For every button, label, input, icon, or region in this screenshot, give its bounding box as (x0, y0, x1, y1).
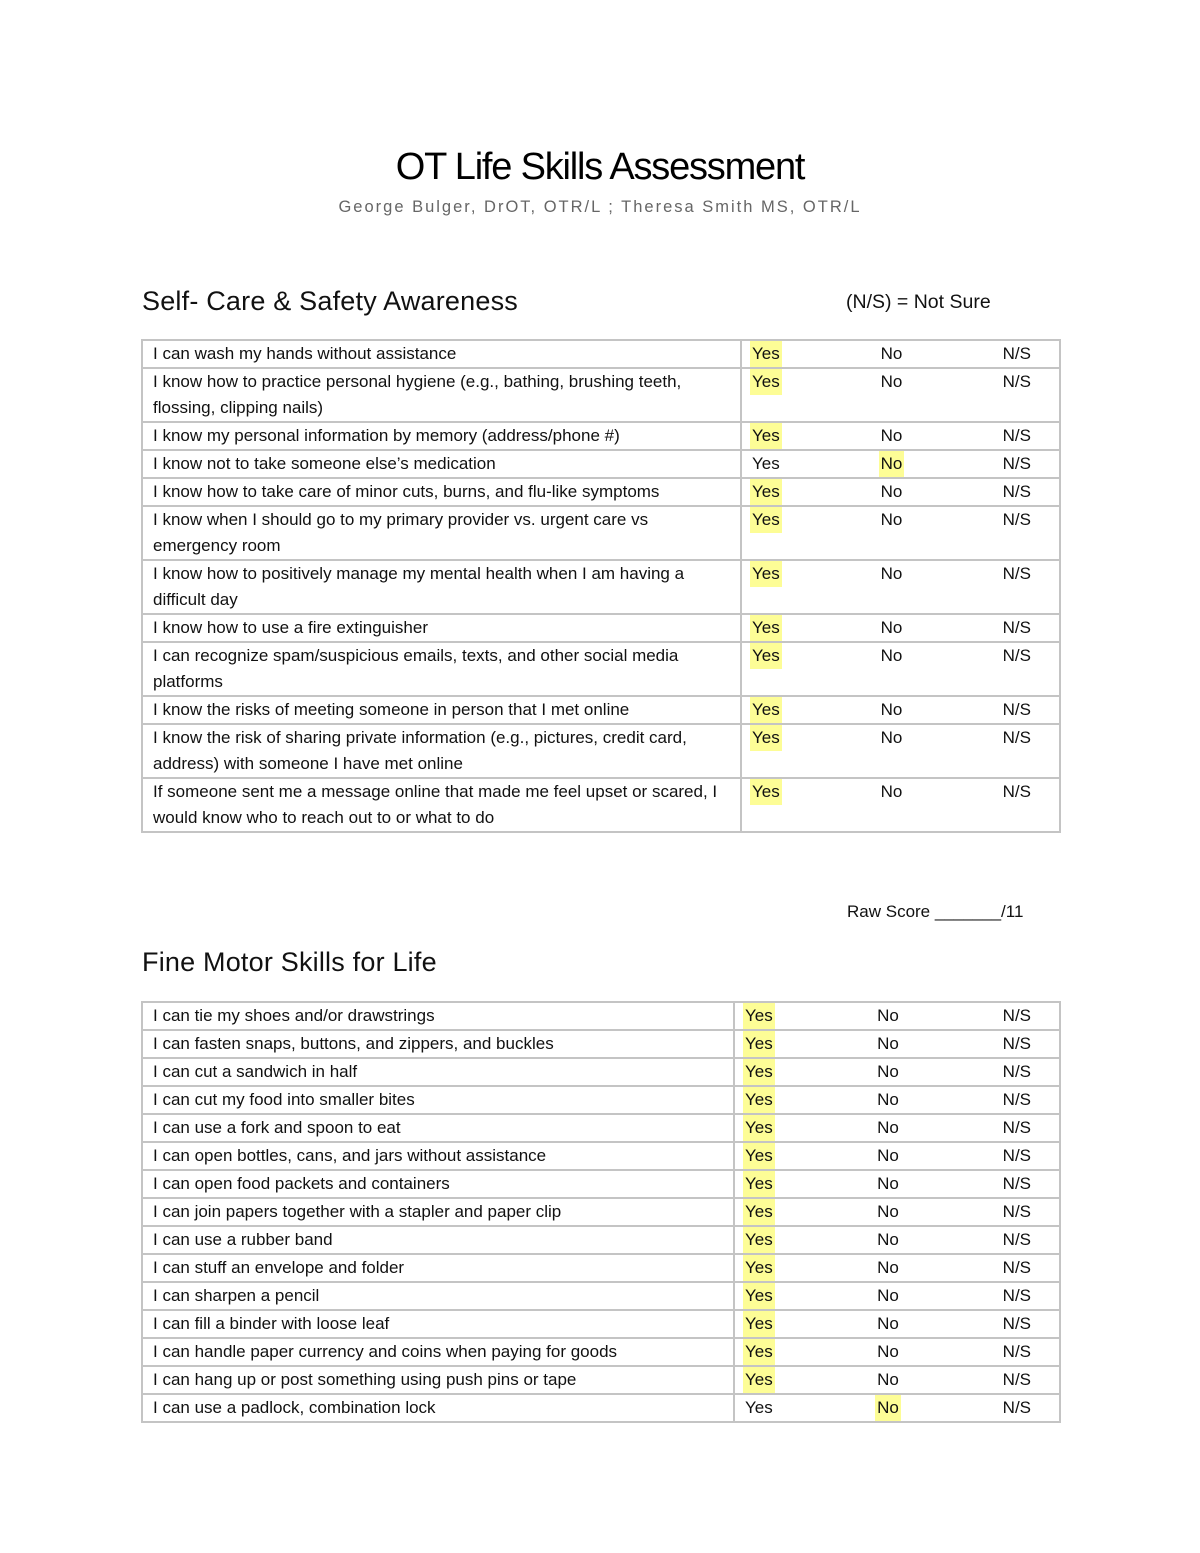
table-row (142, 478, 1060, 506)
question-text: I know the risks of meeting someone in person that I met online (142, 696, 741, 724)
question-text: I know how to positively manage my mental health when I am having a difficult day (142, 560, 741, 614)
answer-options (734, 1226, 1060, 1254)
answer-options (734, 1114, 1060, 1142)
answer-no[interactable]: No (880, 482, 903, 501)
table-row (142, 642, 1060, 696)
question-text: I can use a fork and spoon to eat (142, 1114, 734, 1142)
question-text: I can hang up or post something using push pins or tape (142, 1366, 734, 1394)
answer-yes[interactable]: Yes (750, 725, 782, 751)
answer-yes[interactable]: Yes (745, 1398, 773, 1417)
answer-ns[interactable]: N/S (1002, 728, 1031, 747)
answer-options (734, 1282, 1060, 1310)
answer-no[interactable]: No (877, 1258, 899, 1277)
question-text: I can join papers together with a stapler and paper clip (142, 1198, 734, 1226)
question-text: I can cut my food into smaller bites (142, 1086, 734, 1114)
table-row (142, 1366, 1060, 1394)
answer-options (734, 1366, 1060, 1394)
answer-yes[interactable]: Yes (750, 615, 782, 641)
answer-ns[interactable]: N/S (1002, 1062, 1032, 1081)
answer-ns[interactable]: N/S (1002, 454, 1031, 473)
answer-ns[interactable]: N/S (1002, 1258, 1032, 1277)
table-row (142, 422, 1060, 450)
answer-options (741, 778, 1060, 832)
table-row (142, 1254, 1060, 1282)
table-row (142, 696, 1060, 724)
table-row (142, 1226, 1060, 1254)
table-row (142, 340, 1060, 368)
answer-options (741, 368, 1060, 422)
table-row (142, 778, 1060, 832)
answer-options (741, 422, 1060, 450)
answer-yes[interactable]: Yes (743, 1059, 775, 1085)
page-title: OT Life Skills Assessment (395, 146, 805, 188)
answer-ns[interactable]: N/S (1002, 1230, 1032, 1249)
answer-yes[interactable]: Yes (752, 454, 780, 473)
answer-no[interactable]: No (877, 1034, 899, 1053)
answer-yes[interactable]: Yes (750, 507, 782, 533)
answer-yes[interactable]: Yes (750, 697, 782, 723)
question-text: I can handle paper currency and coins when paying for goods (142, 1338, 734, 1366)
question-text: I know my personal information by memory (address/phone #) (142, 422, 741, 450)
answer-no[interactable]: No (877, 1006, 899, 1025)
question-text: I know how to take care of minor cuts, burns, and flu-like symptoms (142, 478, 741, 506)
question-text: I can cut a sandwich in half (142, 1058, 734, 1086)
answer-ns[interactable]: N/S (1002, 1342, 1032, 1361)
answer-yes[interactable]: Yes (743, 1339, 775, 1365)
answer-ns[interactable]: N/S (1002, 1146, 1032, 1165)
table-row (142, 450, 1060, 478)
answer-options (734, 1142, 1060, 1170)
answer-options (741, 642, 1060, 696)
answer-ns[interactable]: N/S (1002, 372, 1031, 391)
answer-options (734, 1198, 1060, 1226)
question-text: I can open food packets and containers (142, 1170, 734, 1198)
answer-no[interactable]: No (877, 1230, 899, 1249)
answer-ns[interactable]: N/S (1002, 344, 1031, 363)
answer-options (734, 1310, 1060, 1338)
answer-options (734, 1030, 1060, 1058)
question-text: I know when I should go to my primary provider vs. urgent care vs emergency room (142, 506, 741, 560)
answer-options (734, 1086, 1060, 1114)
answer-no[interactable]: No (877, 1286, 899, 1305)
answer-yes[interactable]: Yes (743, 1367, 775, 1393)
answer-yes[interactable]: Yes (750, 369, 782, 395)
answer-ns[interactable]: N/S (1002, 646, 1031, 665)
answer-ns[interactable]: N/S (1002, 782, 1031, 801)
question-text: I can use a rubber band (142, 1226, 734, 1254)
question-text: I can stuff an envelope and folder (142, 1254, 734, 1282)
table-row (142, 1282, 1060, 1310)
answer-yes[interactable]: Yes (750, 423, 782, 449)
table-row (142, 1086, 1060, 1114)
question-text: I can open bottles, cans, and jars without assistance (142, 1142, 734, 1170)
answer-options (734, 1058, 1060, 1086)
question-text: I know not to take someone else’s medication (142, 450, 741, 478)
answer-no[interactable]: No (877, 1118, 899, 1137)
answer-options (734, 1394, 1060, 1422)
answer-yes[interactable]: Yes (743, 1003, 775, 1029)
self-care-table (141, 339, 1061, 833)
answer-no[interactable]: No (880, 700, 903, 719)
answer-options (734, 1254, 1060, 1282)
question-text: I can fasten snaps, buttons, and zippers, and buckles (142, 1030, 734, 1058)
question-text: I know how to use a fire extinguisher (142, 614, 741, 642)
table-row (142, 1030, 1060, 1058)
answer-yes[interactable]: Yes (750, 341, 782, 367)
answer-yes[interactable]: Yes (743, 1227, 775, 1253)
answer-options (741, 614, 1060, 642)
table-row (142, 1142, 1060, 1170)
answer-yes[interactable]: Yes (743, 1311, 775, 1337)
question-text: I can fill a binder with loose leaf (142, 1310, 734, 1338)
answer-yes[interactable]: Yes (743, 1143, 775, 1169)
answer-ns[interactable]: N/S (1002, 1370, 1032, 1389)
answer-no[interactable]: No (880, 646, 903, 665)
answer-no[interactable]: No (877, 1090, 899, 1109)
answer-no[interactable]: No (877, 1174, 899, 1193)
answer-ns[interactable]: N/S (1002, 1174, 1032, 1193)
answer-ns[interactable]: N/S (1002, 700, 1031, 719)
answer-yes[interactable]: Yes (743, 1283, 775, 1309)
table-row (142, 724, 1060, 778)
answer-no[interactable]: No (880, 510, 903, 529)
answer-ns[interactable]: N/S (1002, 1286, 1032, 1305)
answer-no[interactable]: No (877, 1314, 899, 1333)
answer-ns[interactable]: N/S (1002, 1090, 1032, 1109)
answer-options (741, 506, 1060, 560)
raw-score: Raw Score _______/11 (847, 902, 1024, 921)
answer-options (741, 724, 1060, 778)
table-row (142, 1338, 1060, 1366)
table-row (142, 1002, 1060, 1030)
answer-options (741, 696, 1060, 724)
table-row (142, 1310, 1060, 1338)
answer-ns[interactable]: N/S (1002, 618, 1031, 637)
answer-yes[interactable]: Yes (743, 1087, 775, 1113)
answer-no[interactable]: No (879, 451, 905, 477)
answer-options (734, 1170, 1060, 1198)
answer-ns[interactable]: N/S (1002, 1314, 1032, 1333)
answer-no[interactable]: No (877, 1370, 899, 1389)
answer-no[interactable]: No (877, 1146, 899, 1165)
answer-yes[interactable]: Yes (743, 1199, 775, 1225)
question-text: I know the risk of sharing private information (e.g., pictures, credit card, address) with someone I have met online (142, 724, 741, 778)
answer-ns[interactable]: N/S (1002, 564, 1031, 583)
table-row (142, 1058, 1060, 1086)
question-text: I can tie my shoes and/or drawstrings (142, 1002, 734, 1030)
table-row (142, 1198, 1060, 1226)
answer-ns[interactable]: N/S (1002, 1202, 1032, 1221)
answer-no[interactable]: No (880, 426, 903, 445)
answer-yes[interactable]: Yes (750, 479, 782, 505)
answer-ns[interactable]: N/S (1002, 1006, 1032, 1025)
answer-no[interactable]: No (877, 1062, 899, 1081)
question-text: I can recognize spam/suspicious emails, texts, and other social media platforms (142, 642, 741, 696)
table-row (142, 506, 1060, 560)
answer-no[interactable]: No (880, 728, 903, 747)
question-text: I can wash my hands without assistance (142, 340, 741, 368)
table-row (142, 1394, 1060, 1422)
question-text: I know how to practice personal hygiene (e.g., bathing, brushing teeth, flossing, clipping nails) (142, 368, 741, 422)
section-heading-fine-motor: Fine Motor Skills for Life (142, 947, 437, 977)
answer-yes[interactable]: Yes (750, 643, 782, 669)
answer-ns[interactable]: N/S (1002, 1398, 1032, 1417)
answer-yes[interactable]: Yes (750, 779, 782, 805)
answer-no[interactable]: No (880, 618, 903, 637)
answer-ns[interactable]: N/S (1002, 426, 1031, 445)
table-row (142, 1170, 1060, 1198)
table-row (142, 560, 1060, 614)
answer-yes[interactable]: Yes (743, 1115, 775, 1141)
answer-ns[interactable]: N/S (1002, 1034, 1032, 1053)
answer-yes[interactable]: Yes (750, 561, 782, 587)
answer-options (741, 478, 1060, 506)
answer-ns[interactable]: N/S (1002, 510, 1031, 529)
table-row (142, 1114, 1060, 1142)
answer-yes[interactable]: Yes (743, 1031, 775, 1057)
table-row (142, 368, 1060, 422)
answer-no[interactable]: No (880, 564, 903, 583)
question-text: I can sharpen a pencil (142, 1282, 734, 1310)
answer-options (741, 450, 1060, 478)
table-row (142, 614, 1060, 642)
answer-options (734, 1002, 1060, 1030)
fine-motor-table (141, 1001, 1061, 1423)
answer-options (741, 560, 1060, 614)
answer-options (741, 340, 1060, 368)
question-text: I can use a padlock, combination lock (142, 1394, 734, 1422)
answer-ns[interactable]: N/S (1002, 1118, 1032, 1137)
answer-no[interactable]: No (880, 372, 903, 391)
answer-options (734, 1338, 1060, 1366)
answer-yes[interactable]: Yes (743, 1171, 775, 1197)
answer-no[interactable]: No (877, 1342, 899, 1361)
answer-no[interactable]: No (877, 1202, 899, 1221)
answer-yes[interactable]: Yes (743, 1255, 775, 1281)
question-text: If someone sent me a message online that made me feel upset or scared, I would know who to reach out to or what to do (142, 778, 741, 832)
answer-no[interactable]: No (880, 782, 903, 801)
page-authors: George Bulger, DrOT, OTR/L ; Theresa Smith MS, OTR/L (338, 198, 862, 216)
legend-note: (N/S) = Not Sure (846, 291, 991, 313)
answer-no[interactable]: No (875, 1395, 901, 1421)
answer-ns[interactable]: N/S (1002, 482, 1031, 501)
answer-no[interactable]: No (880, 344, 903, 363)
section-heading-self-care: Self- Care & Safety Awareness (142, 286, 518, 316)
